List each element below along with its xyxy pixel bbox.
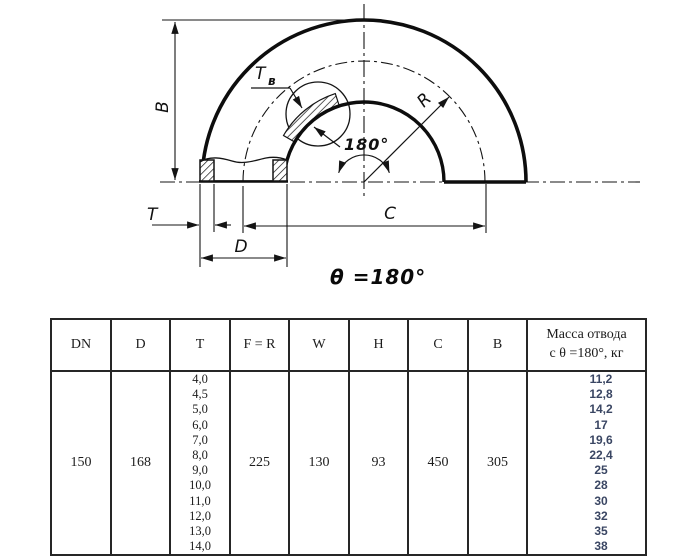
mass-value: 12,8: [589, 387, 613, 402]
dimension-label-D: D: [234, 237, 248, 257]
col-header-b: B: [468, 319, 527, 371]
t-value: 9,0: [192, 463, 208, 478]
mass-value: 28: [594, 478, 608, 493]
col-header-w: W: [289, 319, 349, 371]
col-header-t: T: [170, 319, 230, 371]
col-header-dn: DN: [51, 319, 111, 371]
dimension-label-B: B: [153, 101, 173, 113]
t-value: 12,0: [189, 508, 211, 523]
mass-value: 19,6: [589, 432, 613, 447]
dimension-label-Tv-subscript: в: [268, 74, 276, 88]
t-value: 5,0: [192, 402, 208, 417]
t-value: 6,0: [192, 417, 208, 432]
mass-value: 22,4: [589, 448, 613, 463]
inner-wall-hatched-crescent: [284, 94, 340, 142]
mass-value: 32: [594, 508, 608, 523]
mass-header-line2: с θ =180°, кг: [549, 346, 624, 361]
mass-value: 30: [594, 493, 608, 508]
mass-header-line1: Масса отвода: [546, 327, 627, 343]
left-inner-wall-section: [273, 160, 287, 181]
cell-fr: 225: [230, 371, 289, 555]
theta-caption: θ =180°: [330, 265, 427, 289]
col-header-d: D: [111, 319, 170, 371]
radius-label-R: R: [413, 89, 436, 112]
cell-b: 305: [468, 371, 527, 555]
t-value: 10,0: [189, 478, 211, 493]
angle-label-180: 180°: [344, 135, 390, 154]
cell-d: 168: [111, 371, 170, 555]
dimension-label-Tv: T: [255, 64, 266, 84]
t-value: 14,0: [189, 539, 211, 554]
cell-mass-values: [527, 371, 646, 555]
dimension-label-T: T: [147, 205, 158, 225]
t-value: 11,0: [189, 493, 211, 508]
col-header-mass: [527, 319, 646, 371]
col-header-fr: F = R: [230, 319, 289, 371]
cell-c: 450: [408, 371, 468, 555]
mass-value: 11,2: [589, 372, 613, 386]
tv-arrow-inner: [314, 127, 340, 147]
table-data-row: [51, 371, 646, 555]
elbow-dimensions-table: [50, 318, 647, 556]
cell-h: 93: [349, 371, 408, 555]
left-outer-wall-section: [200, 160, 214, 181]
col-header-c: C: [408, 319, 468, 371]
mass-value: 25: [594, 463, 608, 478]
t-value: 7,0: [192, 432, 208, 447]
col-header-h: H: [349, 319, 408, 371]
t-value: 4,0: [192, 372, 208, 386]
cell-w: 130: [289, 371, 349, 555]
t-value: 4,5: [192, 387, 208, 402]
t-value: 8,0: [192, 448, 208, 463]
dimension-label-C: C: [384, 204, 396, 224]
mass-value: 35: [594, 524, 608, 539]
mass-value: 38: [594, 539, 608, 554]
mass-value: 17: [594, 417, 608, 432]
cell-t-values: [170, 371, 230, 555]
mass-value: 14,2: [589, 402, 613, 417]
t-value: 13,0: [189, 524, 211, 539]
table-header-row: [51, 319, 646, 371]
cell-dn: 150: [51, 371, 111, 555]
